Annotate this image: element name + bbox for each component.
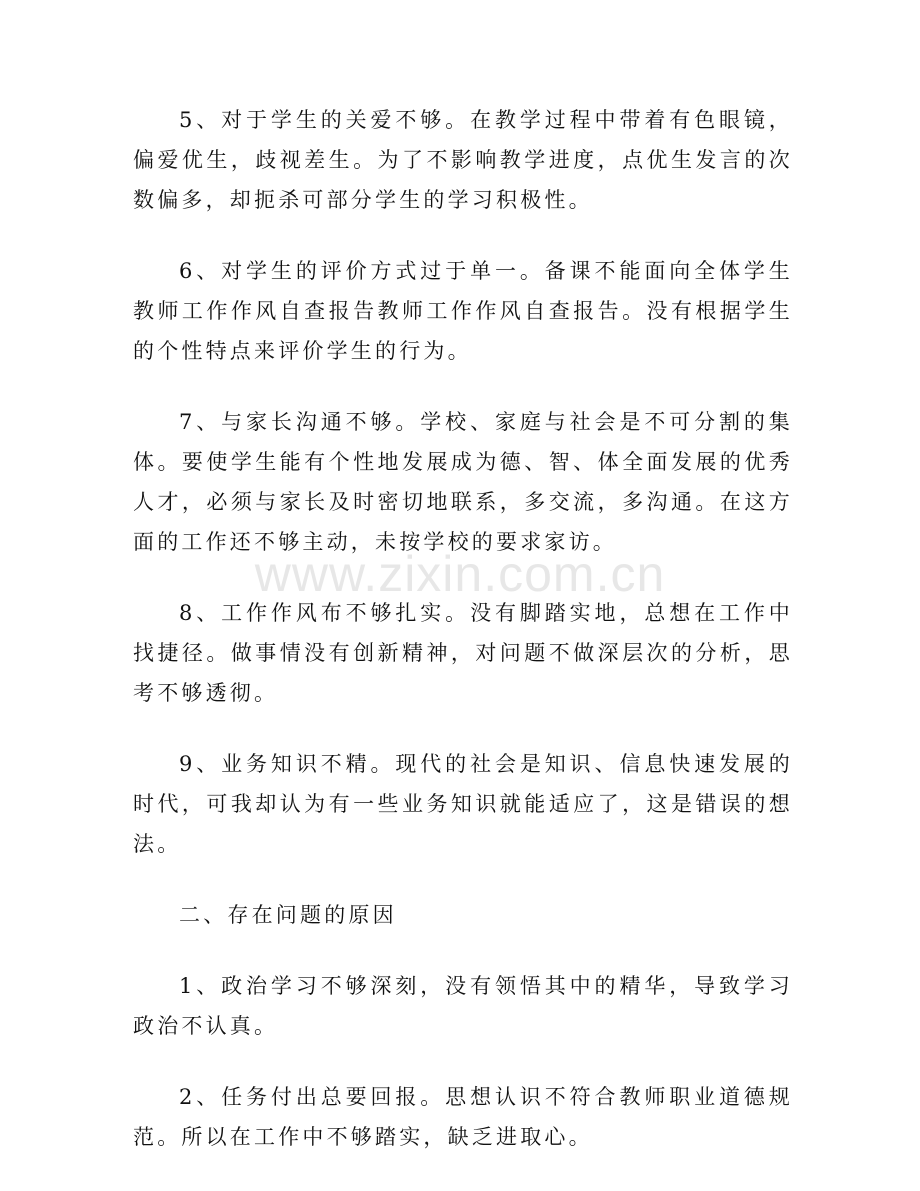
document-body: [133, 100, 793, 1188]
paragraph-item-5: 5、对于学生的关爱不够。在教学过程中带着有色眼镜，偏爱优生，歧视差生。为了不影响教学进度，点优生发言的次数偏多，却扼杀可部分学生的学习积极性。: [133, 108, 793, 212]
paragraph-item-7: 7、与家长沟通不够。学校、家庭与社会是不可分割的集体。要使学生能有个性地发展成为德、智、体全面发展的优秀人才，必须与家长及时密切地联系，多交流，多沟通。在这方面的工作还不够主动，未按学校的要求家访。: [133, 410, 793, 554]
reason-item-1: 1、政治学习不够深刻，没有领悟其中的精华，导致学习政治不认真。: [133, 974, 793, 1038]
paragraph-item-9: 9、业务知识不精。现代的社会是知识、信息快速发展的时代，可我却认为有一些业务知识就能适应了，这是错误的想法。: [133, 752, 793, 856]
paragraph-item-8: 8、工作作风布不够扎实。没有脚踏实地，总想在工作中找捷径。做事情没有创新精神，对问题不做深层次的分析，思考不够透彻。: [133, 601, 793, 705]
reason-item-2: 2、任务付出总要回报。思想认识不符合教师职业道德规范。所以在工作中不够踏实，缺乏进取心。: [133, 1085, 793, 1149]
paragraph-item-6: 6、对学生的评价方式过于单一。备课不能面向全体学生教师工作作风自查报告教师工作作风自查报告。没有根据学生的个性特点来评价学生的行为。: [133, 259, 793, 363]
section-heading: 二、存在问题的原因: [179, 903, 397, 927]
watermark: www.zixin.com.cn: [254, 546, 666, 602]
